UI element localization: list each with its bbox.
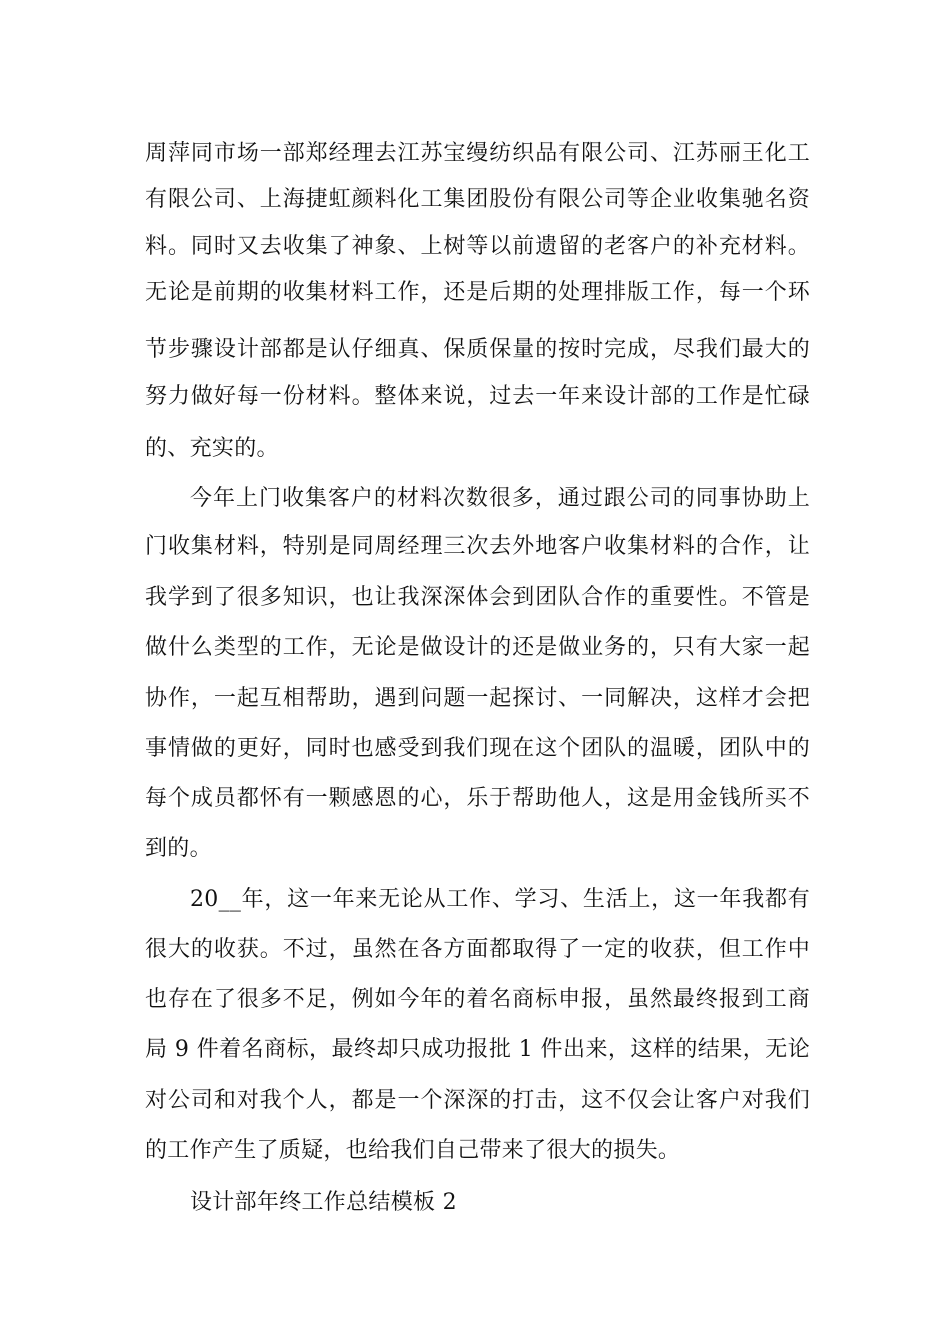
paragraph-first-line: 20__年，这一年来无论从工作、学习、生活上，这一年我都有 (190, 887, 810, 912)
text-line: 到的。 (145, 836, 212, 861)
text-line: 做什么类型的工作，无论是做设计的还是做业务的，只有大家一起 (145, 635, 810, 660)
text-line: 节步骤设计部都是认仔细真、保质保量的按时完成，尽我们最大的 (145, 337, 810, 362)
text-line: 对公司和对我个人，都是一个深深的打击，这不仅会让客户对我们 (145, 1088, 810, 1113)
text-line: 很大的收获。不过，虽然在各方面都取得了一定的收获，但工作中 (145, 937, 810, 962)
text-line: 的、充实的。 (145, 436, 279, 461)
text-line: 每个成员都怀有一颗感恩的心，乐于帮助他人，这是用金钱所买不 (145, 786, 810, 811)
text-line: 有限公司、上海捷虹颜料化工集团股份有限公司等企业收集驰名资 (145, 187, 810, 212)
text-line: 也存在了很多不足，例如今年的着名商标申报，虽然最终报到工商 (145, 987, 810, 1012)
text-line: 协作，一起互相帮助，遇到问题一起探讨、一同解决，这样才会把 (145, 686, 810, 711)
text-line: 门收集材料，特别是同周经理三次去外地客户收集材料的合作，让 (145, 534, 810, 559)
text-line: 的工作产生了质疑，也给我们自己带来了很大的损失。 (145, 1138, 681, 1163)
text-line: 料。同时又去收集了神象、上树等以前遗留的老客户的补充材料。 (145, 234, 810, 259)
text-line: 无论是前期的收集材料工作，还是后期的处理排版工作，每一个环 (145, 280, 810, 305)
text-line: 我学到了很多知识，也让我深深体会到团队合作的重要性。不管是 (145, 585, 810, 610)
text-line: 局 9 件着名商标，最终却只成功报批 1 件出来，这样的结果，无论 (145, 1037, 810, 1062)
text-line: 事情做的更好，同时也感受到我们现在这个团队的温暖，团队中的 (145, 736, 810, 761)
text-line: 周萍同市场一部郑经理去江苏宝缦纺织品有限公司、江苏丽王化工 (145, 141, 810, 166)
text-line: 努力做好每一份材料。整体来说，过去一年来设计部的工作是忙碌 (145, 384, 810, 409)
paragraph-first-line: 今年上门收集客户的材料次数很多，通过跟公司的同事协助上 (190, 486, 810, 511)
section-heading: 设计部年终工作总结模板 2 (190, 1190, 457, 1215)
